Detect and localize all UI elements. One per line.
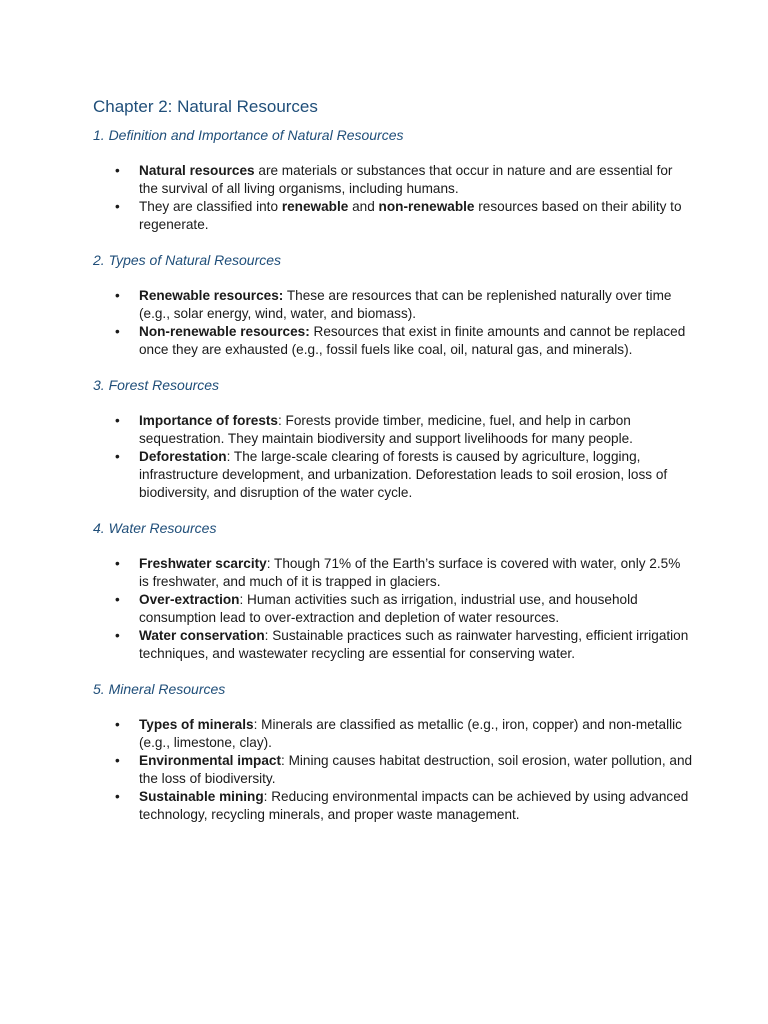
document-page: [93, 96, 693, 841]
list-item: [93, 555, 693, 591]
item-text: They are classified into: [139, 199, 282, 214]
bold-term: Natural resources: [139, 163, 255, 178]
list-item: [93, 627, 693, 663]
bold-term: Environmental impact: [139, 753, 282, 768]
section-heading: 1. Definition and Importance of Natural Resources: [93, 127, 404, 143]
bullet-icon: •: [115, 288, 120, 303]
section-heading: 3. Forest Resources: [93, 377, 220, 393]
bullet-icon: •: [115, 789, 120, 804]
bullet-icon: •: [115, 324, 120, 339]
bold-term: renewable: [281, 199, 349, 214]
bold-term: Over-extraction: [139, 592, 240, 607]
bold-term: Sustainable mining: [139, 789, 264, 804]
list-item: [93, 323, 693, 359]
bullet-icon: •: [115, 753, 120, 768]
bullet-icon: •: [115, 449, 120, 464]
item-text: : The large-scale clearing of forests is caused by agriculture, logging, infrastructure development, and urbanization. Deforestation leads to soil erosion, loss of biodiversity, and disruption of the water cycle.: [139, 449, 668, 500]
list-item: [93, 788, 693, 824]
list-item: [93, 287, 693, 323]
bullet-list: [93, 287, 693, 359]
list-item: [93, 448, 693, 502]
bullet-icon: •: [115, 717, 120, 732]
bold-term: Renewable resources:: [139, 288, 284, 303]
bullet-icon: •: [115, 163, 120, 178]
list-item: [93, 591, 693, 627]
list-item: [93, 752, 693, 788]
bold-term: Water conservation: [139, 628, 265, 643]
list-item: [93, 162, 693, 198]
bullet-list: [93, 555, 693, 663]
item-text: : Sustainable practices such as rainwater harvesting, efficient irrigation techniques, and wastewater recycling are essential for conserving water.: [139, 628, 689, 661]
bold-term: Freshwater scarcity: [139, 556, 267, 571]
section-heading: 5. Mineral Resources: [93, 681, 226, 697]
bullet-icon: •: [115, 556, 120, 571]
item-text: : Reducing environmental impacts can be achieved by using advanced technology, recycling minerals, and proper waste management.: [139, 789, 689, 822]
item-text: resources based on their ability to regenerate.: [139, 199, 682, 232]
bold-term: Deforestation: [139, 449, 227, 464]
bold-term: Types of minerals: [139, 717, 254, 732]
item-text: : Though 71% of the Earth’s surface is covered with water, only 2.5% is freshwater, and much of it is trapped in glaciers.: [139, 556, 681, 589]
chapter-title: Chapter 2: Natural Resources: [93, 97, 318, 116]
item-text: : Forests provide timber, medicine, fuel, and help in carbon sequestration. They maintain biodiversity and support livelihoods for many people.: [139, 413, 633, 446]
item-text: : Minerals are classified as metallic (e.g., iron, copper) and non-metallic (e.g., limestone, clay).: [139, 717, 682, 750]
list-item: [93, 716, 693, 752]
bullet-list: [93, 412, 693, 502]
list-item: [93, 412, 693, 448]
bold-term: Non-renewable resources:: [139, 324, 310, 339]
bullet-icon: •: [115, 199, 120, 214]
item-text: : Mining causes habitat destruction, soil erosion, water pollution, and the loss of biodiversity.: [139, 753, 693, 786]
bullet-list: [93, 162, 693, 234]
bullet-list: [93, 716, 693, 824]
item-text: Resources that exist in finite amounts and cannot be replaced once they are exhausted (e.g., fossil fuels like coal, oil, natural gas, and minerals).: [139, 324, 686, 357]
bullet-icon: •: [115, 592, 120, 607]
sections-container: [93, 126, 693, 824]
bold-term: Importance of forests: [139, 413, 278, 428]
item-text: are materials or substances that occur in nature and are essential for the survival of all living organisms, including humans.: [139, 163, 673, 196]
bullet-icon: •: [115, 628, 120, 643]
item-text: These are resources that can be replenished naturally over time (e.g., solar energy, wind, water, and biomass).: [139, 288, 672, 321]
section-heading: 2. Types of Natural Resources: [93, 252, 282, 268]
item-text: : Human activities such as irrigation, industrial use, and household consumption lead to over-extraction and depletion of water resources.: [139, 592, 638, 625]
list-item: [93, 198, 693, 234]
section-heading: 4. Water Resources: [93, 520, 217, 536]
bullet-icon: •: [115, 413, 120, 428]
item-text: and: [348, 199, 379, 214]
bold-term: non-renewable: [378, 199, 475, 214]
